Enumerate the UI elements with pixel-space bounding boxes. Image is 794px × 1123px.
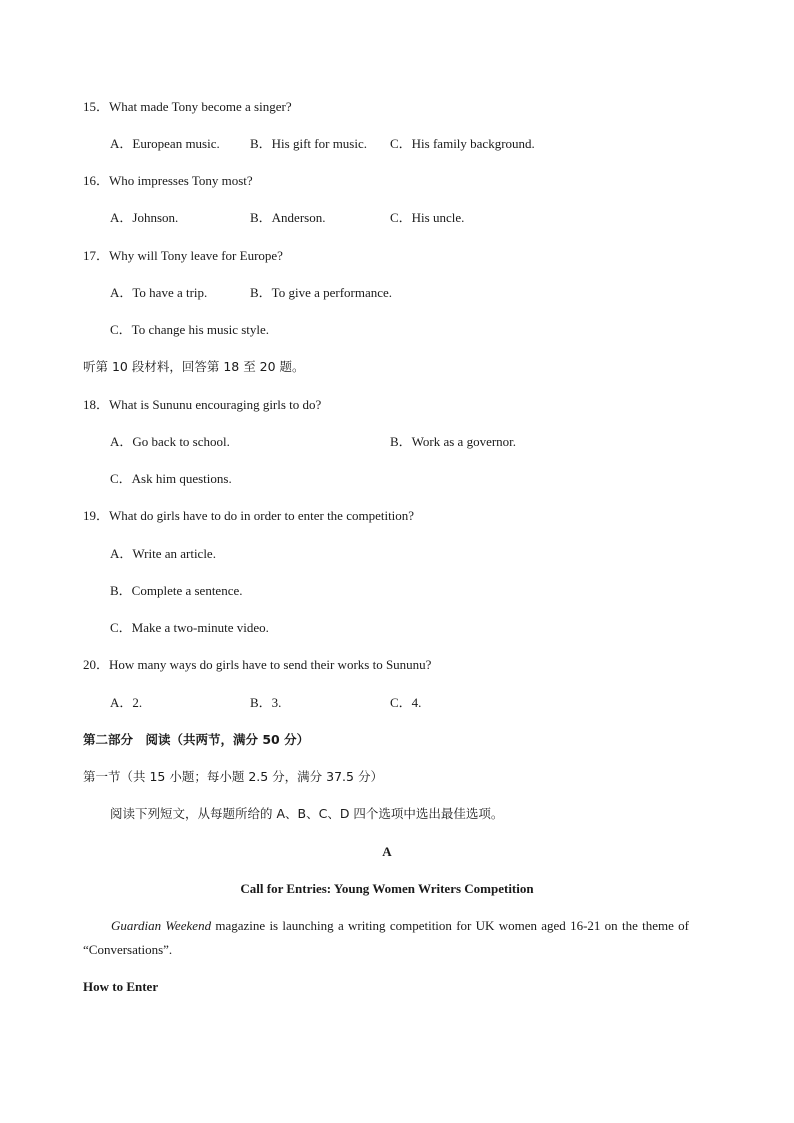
passage-title: Call for Entries: Young Women Writers Competition bbox=[240, 881, 534, 896]
option-15-b: B．His gift for music. bbox=[250, 136, 367, 151]
question-number: 16． bbox=[83, 173, 110, 188]
question-text: What is Sununu encouraging girls to do? bbox=[109, 397, 322, 412]
question-number: 20． bbox=[83, 657, 110, 672]
question-15 bbox=[83, 98, 292, 116]
option-20-b: B．3. bbox=[250, 695, 282, 710]
option-18-c: C．Ask him questions. bbox=[110, 471, 232, 486]
question-text: Why will Tony leave for Europe? bbox=[109, 248, 283, 263]
question-text: How many ways do girls have to send their works to Sununu? bbox=[109, 657, 432, 672]
question-number: 15． bbox=[83, 99, 110, 114]
how-to-enter-heading: How to Enter bbox=[83, 979, 159, 994]
option-17-b: B．To give a performance. bbox=[250, 285, 393, 300]
listening-instruction: 听第 10 段材料，回答第 18 至 20 题。 bbox=[83, 359, 305, 374]
part-two-heading: 第二部分 阅读（共两节，满分 50 分） bbox=[83, 732, 310, 747]
option-17-c: C．To change his music style. bbox=[110, 322, 270, 337]
section-one-heading: 第一节（共 15 小题；每小题 2.5 分，满分 37.5 分） bbox=[83, 769, 383, 784]
question-19 bbox=[83, 507, 414, 525]
option-16-a: A．Johnson. bbox=[110, 210, 179, 225]
option-20-a: A．2. bbox=[110, 695, 143, 710]
question-text: What do girls have to do in order to enter the competition? bbox=[109, 508, 415, 523]
option-18-a: A．Go back to school. bbox=[110, 434, 230, 449]
question-17 bbox=[83, 247, 283, 265]
option-19-a: A．Write an article. bbox=[110, 546, 216, 561]
option-16-c: C．His uncle. bbox=[390, 210, 465, 225]
option-15-c: C．His family background. bbox=[390, 136, 535, 151]
option-19-b: B．Complete a sentence. bbox=[110, 583, 243, 598]
option-17-a: A．To have a trip. bbox=[110, 285, 208, 300]
question-text: Who impresses Tony most? bbox=[109, 173, 253, 188]
reading-instruction: 阅读下列短文，从每题所给的 A、B、C、D 四个选项中选出最佳选项。 bbox=[110, 806, 504, 821]
passage-intro bbox=[83, 914, 689, 962]
passage-label: A bbox=[382, 844, 392, 859]
option-19-c: C．Make a two-minute video. bbox=[110, 620, 269, 635]
question-18 bbox=[83, 396, 321, 414]
option-20-c: C．4. bbox=[390, 695, 422, 710]
question-text: What made Tony become a singer? bbox=[109, 99, 292, 114]
option-15-a: A．European music. bbox=[110, 136, 220, 151]
question-number: 18． bbox=[83, 397, 110, 412]
question-number: 17． bbox=[83, 248, 110, 263]
question-16 bbox=[83, 172, 253, 190]
option-16-b: B．Anderson. bbox=[250, 210, 326, 225]
magazine-name: Guardian Weekend bbox=[111, 918, 212, 933]
question-20 bbox=[83, 656, 431, 674]
option-18-b: B．Work as a governor. bbox=[390, 434, 517, 449]
question-number: 19． bbox=[83, 508, 110, 523]
intro-text: magazine is launching a writing competition for UK women aged 16-21 on the theme of “Conversations”. bbox=[83, 918, 689, 957]
